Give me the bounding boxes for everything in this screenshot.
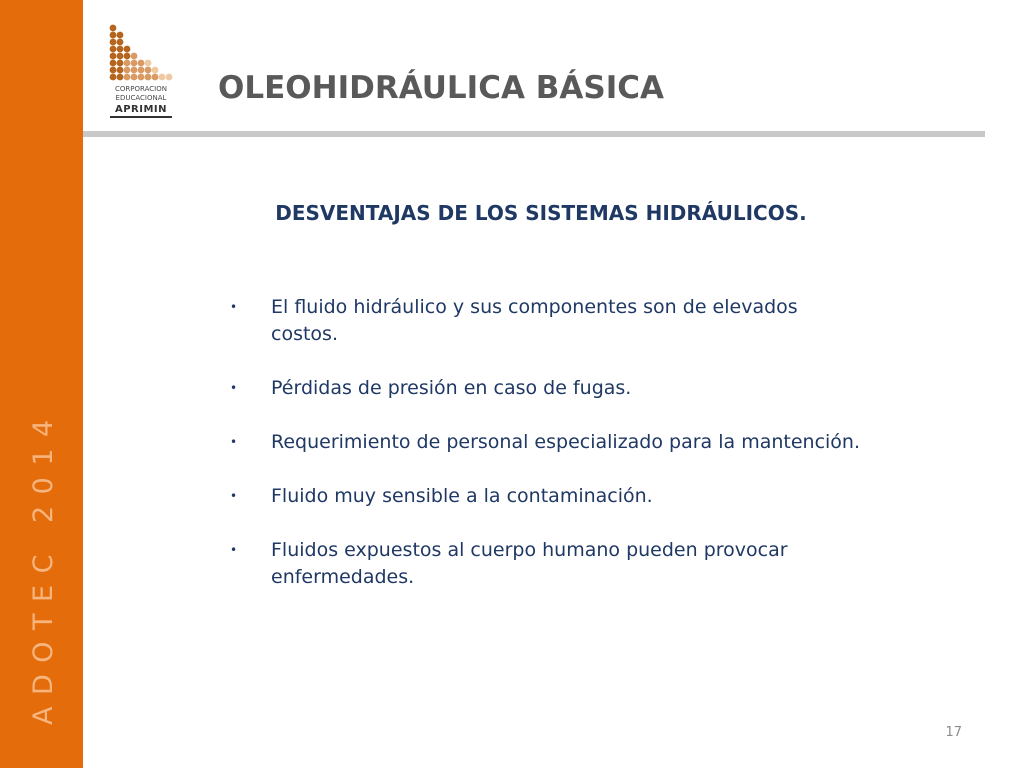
side-label: ADOTEC 2014 xyxy=(28,408,59,725)
bullet-marker: • xyxy=(230,300,238,314)
bullet-text: El fluido hidráulico y sus componentes son de elevados costos. xyxy=(271,296,798,345)
list-item xyxy=(230,429,870,456)
logo-underline xyxy=(110,116,172,118)
logo-text-aprimin: APRIMIN xyxy=(114,104,168,115)
bullet-marker: • xyxy=(230,543,238,557)
bullet-text: Pérdidas de presión en caso de fugas. xyxy=(271,377,632,399)
list-item xyxy=(230,375,870,402)
bullet-text: Fluido muy sensible a la contaminación. xyxy=(271,485,653,507)
list-item xyxy=(230,294,870,348)
logo-text-corporacion: CORPORACION xyxy=(115,85,167,93)
page-number: 17 xyxy=(945,725,962,740)
bullet-list xyxy=(230,294,870,618)
bullet-marker: • xyxy=(230,435,238,449)
logo-text-educacional: EDUCACIONAL xyxy=(115,94,167,102)
slide-subtitle: DESVENTAJAS DE LOS SISTEMAS HIDRÁULICOS. xyxy=(275,201,807,225)
title-divider xyxy=(83,131,985,137)
logo-dots-graphic xyxy=(108,24,174,86)
bullet-text: Fluidos expuestos al cuerpo humano pueden provocar enfermedades. xyxy=(271,539,788,588)
bullet-text: Requerimiento de personal especializado para la mantención. xyxy=(271,431,860,453)
side-label-container xyxy=(0,0,83,768)
list-item xyxy=(230,483,870,510)
aprimin-logo xyxy=(108,24,174,118)
slide-title: OLEOHIDRÁULICA BÁSICA xyxy=(218,70,664,106)
bullet-marker: • xyxy=(230,381,238,395)
list-item xyxy=(230,537,870,591)
bullet-marker: • xyxy=(230,489,238,503)
